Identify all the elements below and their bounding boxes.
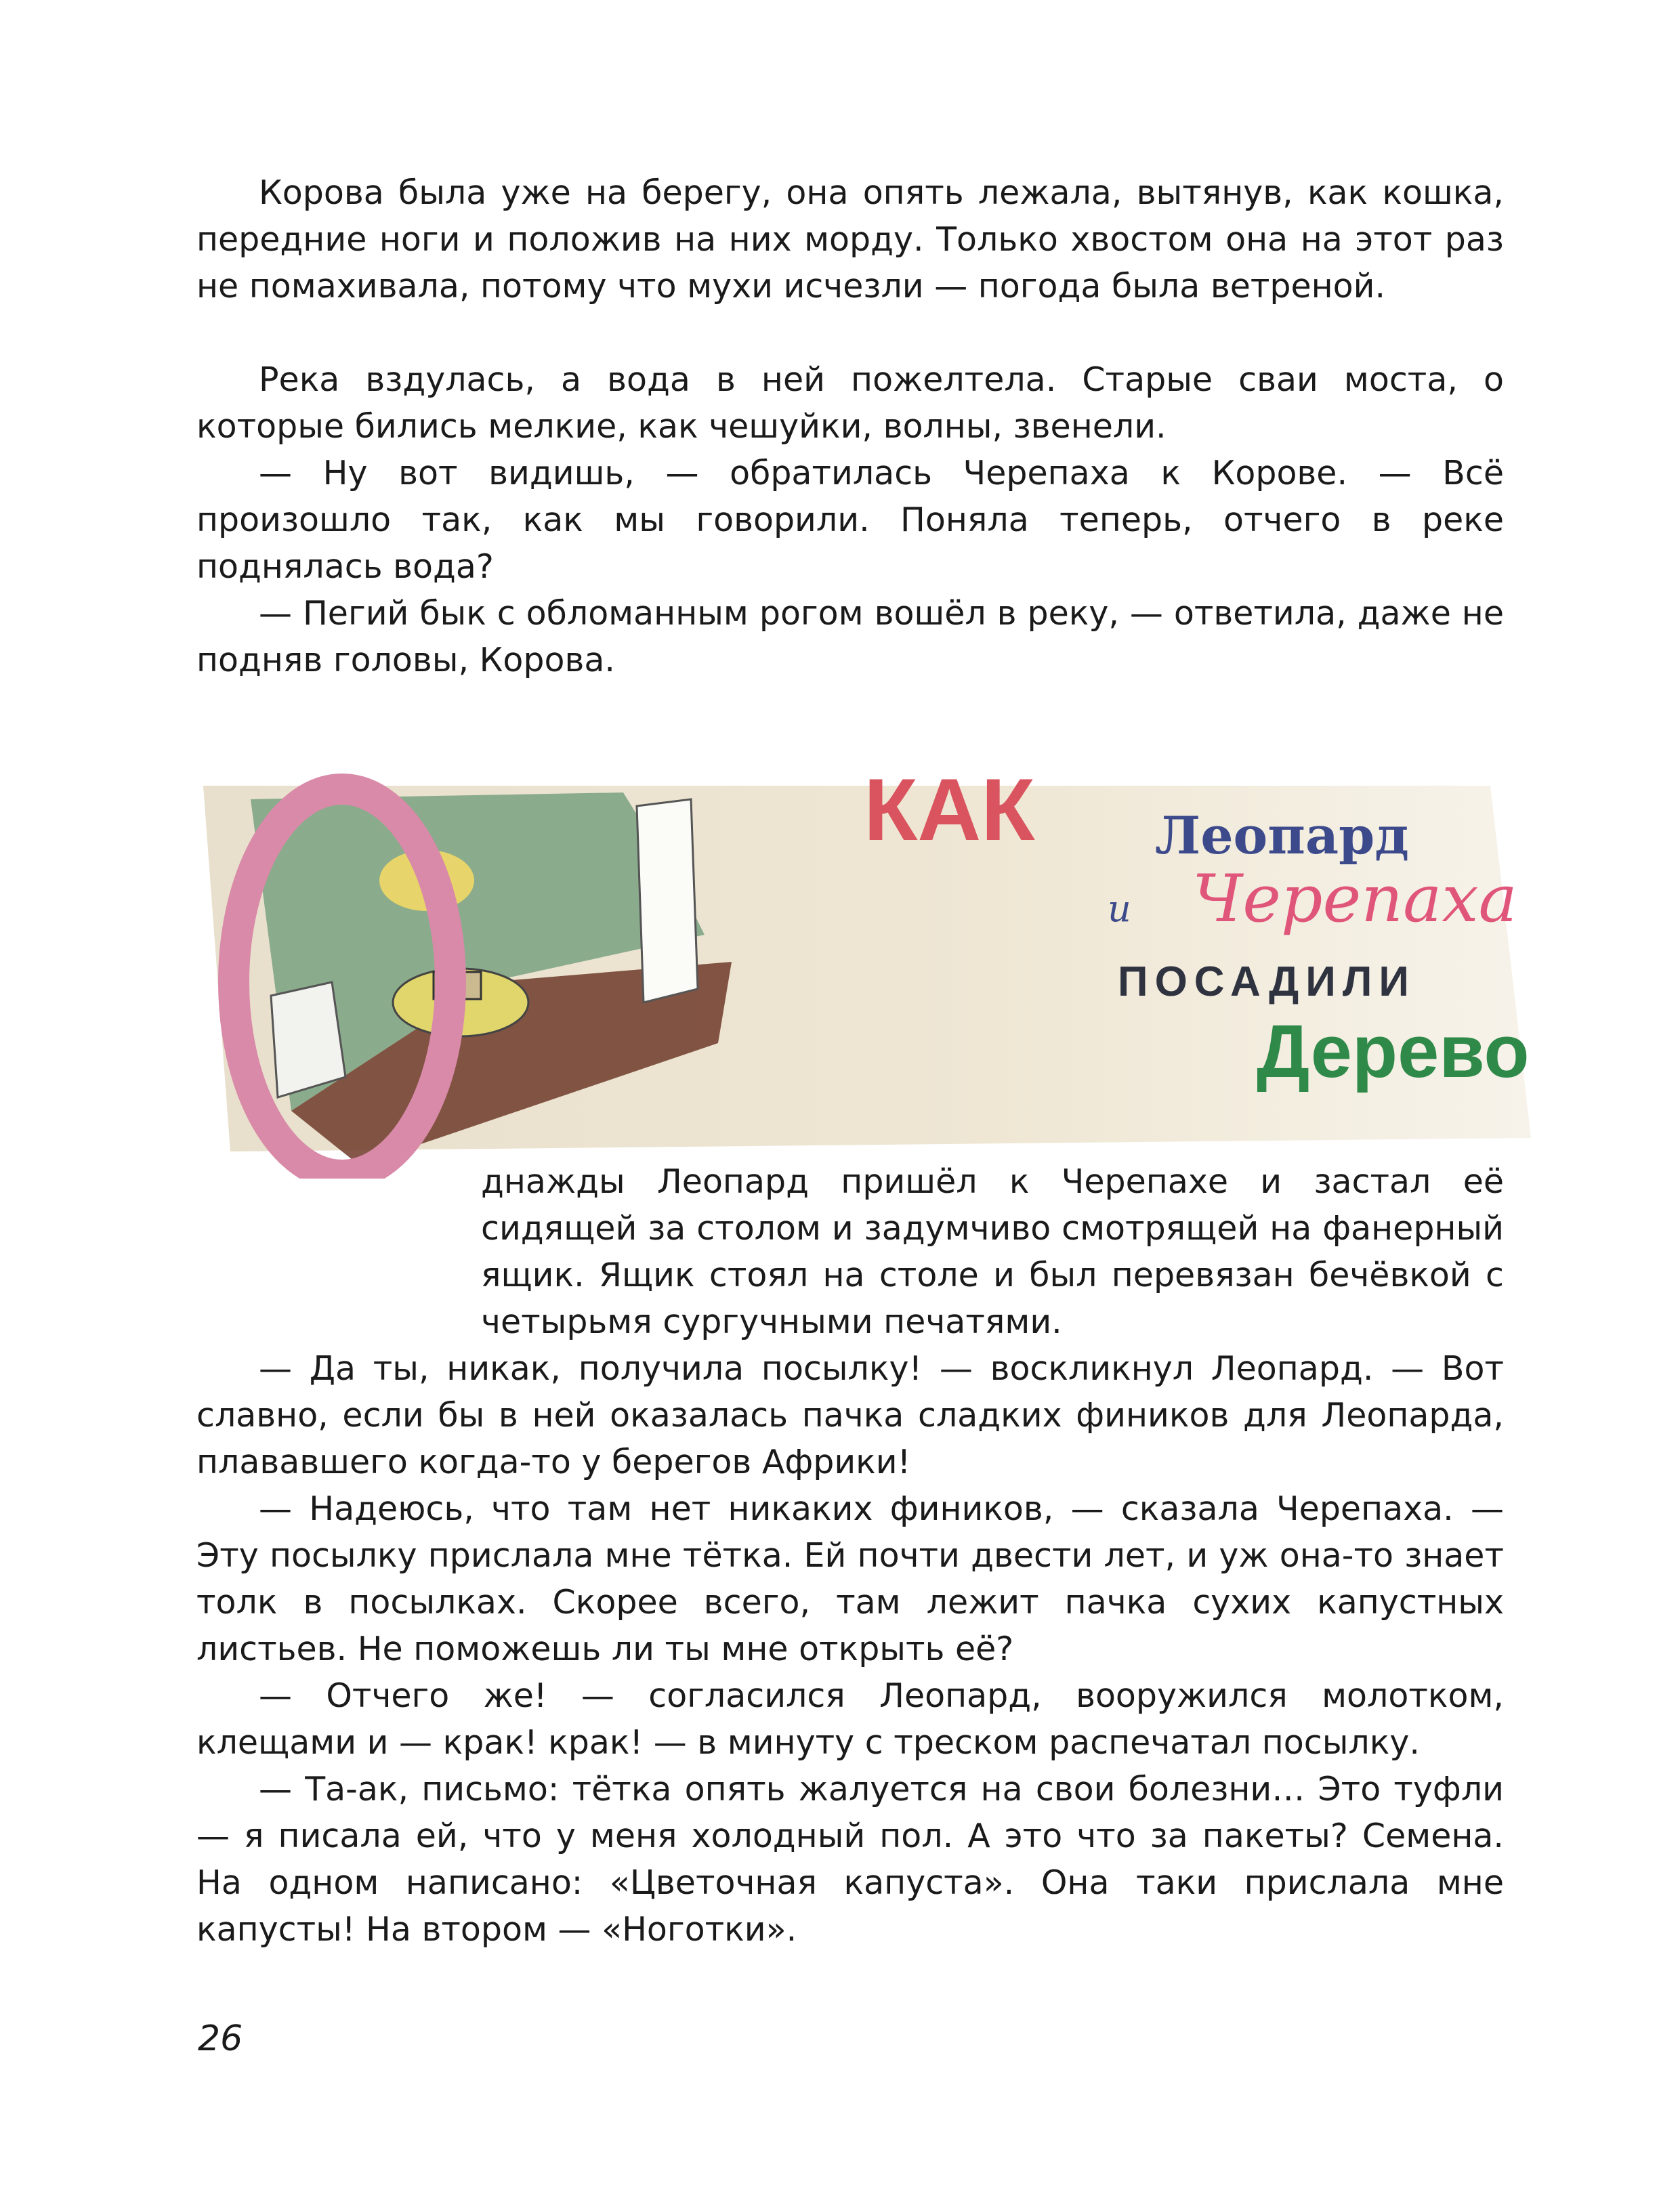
paragraph: — Та-ак, письмо: тётка опять жалуется на свои болезни… Это туфли — я писала ей, что у меня холодный пол. А это что за пакеты? Семена. На одном написано: «Цветочная капуста». Она таки прислала мне капусты! На втором — «Ноготки».	[196, 1770, 1504, 1949]
title-word-posadili: ПОСАДИЛИ	[1118, 958, 1416, 1005]
title-word-cherepakha: Черепаха	[1192, 861, 1517, 937]
paragraph: — Отчего же! — согласился Леопард, вооружился молотком, клещами и — крак! крак! — в минуту с треском распечатал посылку.	[196, 1676, 1504, 1762]
paragraph: — Да ты, никак, получила посылку! — воскликнул Леопард. — Вот славно, если бы в ней оказалась пачка сладких фиников для Леопарда, плававшего когда-то у берегов Африки!	[196, 1349, 1504, 1481]
text-block-bottom	[196, 1158, 1504, 1953]
paragraph: — Ну вот видишь, — обратилась Черепаха к Корове. — Всё произошло так, как мы говорили. Поняла теперь, отчего в реке поднялась вода?	[196, 454, 1504, 586]
paragraph: — Пегий бык с обломанным рогом вошёл в реку, — ответила, даже не подняв головы, Корова.	[196, 594, 1504, 679]
door	[637, 799, 698, 1002]
title-word-derevo: Дерево	[1257, 1010, 1530, 1093]
title-word-kak: КАК	[864, 760, 1035, 859]
armchair	[271, 982, 345, 1097]
title-word-leopard: Леопард	[1155, 805, 1409, 866]
title-word-i: и	[1108, 887, 1131, 930]
chapter-illustration	[203, 759, 1531, 1179]
paragraph-opening	[196, 1158, 1504, 1345]
opening-text: днажды Леопард пришёл к Черепахе и застал её сидящей за столом и задумчиво смотрящей на фанерный ящик. Ящик стоял на столе и был перевязан бечёвкой с четырьмя сургучными печатями.	[481, 1162, 1504, 1341]
page-number: 26	[198, 2018, 243, 2059]
paragraph: Корова была уже на берегу, она опять лежала, вытянув, как кошка, передние ноги и положив на них морду. Только хвостом она на этот раз не помахивала, потому что мухи исчезли — погода была ветреной.	[196, 173, 1504, 305]
paragraph: Река вздулась, а вода в ней пожелтела. Старые сваи моста, о которые бились мелкие, как чешуйки, волны, звенели.	[196, 360, 1504, 446]
paragraph: — Надеюсь, что там нет никаких фиников, — сказала Черепаха. — Эту посылку прислала мне тётка. Ей почти двести лет, и уж она-то знает толк в посылках. Скорее всего, там лежит пачка сухих капустных листьев. Не поможешь ли ты мне открыть её?	[196, 1489, 1504, 1668]
